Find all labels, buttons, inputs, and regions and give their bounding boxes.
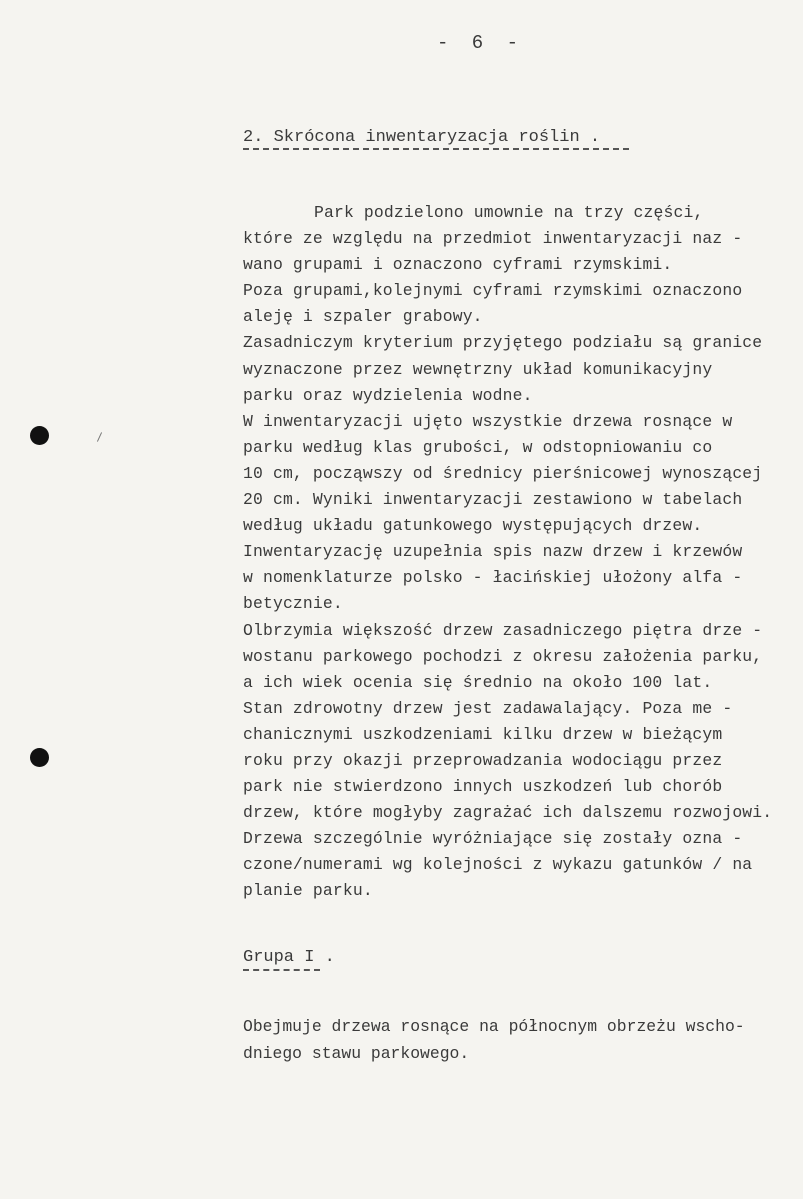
section-heading: 2. Skrócona inwentaryzacja roślin . <box>243 128 601 147</box>
body-line: Zasadniczym kryterium przyjętego podziału są granice <box>243 333 763 353</box>
body-line: wano grupami i oznaczono cyframi rzymskimi. <box>243 255 673 275</box>
body-line: drzew, które mogłyby zagrażać ich dalszemu rozwojowi. <box>243 803 773 823</box>
body-line: Olbrzymia większość drzew zasadniczego piętra drze - <box>243 620 763 640</box>
group-line: Obejmuje drzewa rosnące na północnym obrzeżu wscho- <box>243 1017 745 1036</box>
body-line: W inwentaryzacji ujęto wszystkie drzewa rosnące w <box>243 411 733 431</box>
body-line: parku oraz wydzielenia wodne. <box>243 385 533 405</box>
punch-hole-bottom <box>30 748 49 767</box>
body-line: roku przy okazji przeprowadzania wodociągu przez <box>243 750 723 770</box>
body-line: w nomenklaturze polsko - łacińskiej ułożony alfa - <box>243 568 743 588</box>
body-text <box>243 200 788 905</box>
body-line: 20 cm. Wyniki inwentaryzacji zestawiono w tabelach <box>243 490 743 510</box>
punch-hole-top <box>30 426 49 445</box>
body-line: Drzewa szczególnie wyróżniające się zostały ozna - <box>243 829 743 849</box>
body-line: park nie stwierdzono innych uszkodzeń lub chorób <box>243 777 723 797</box>
body-line: betycznie. <box>243 594 343 614</box>
body-line: parku według klas grubości, w odstopniowaniu co <box>243 437 713 457</box>
page-number: - 6 - <box>437 32 525 54</box>
pencil-mark <box>97 432 102 441</box>
body-line: chanicznymi uszkodzeniami kilku drzew w bieżącym <box>243 724 723 744</box>
group-heading: Grupa I . <box>243 948 335 967</box>
section-heading-underline <box>243 148 629 150</box>
body-line: Stan zdrowotny drzew jest zadawalający. Poza me - <box>243 698 733 718</box>
body-line: według układu gatunkowego występujących drzew. <box>243 516 703 536</box>
body-line: Park podzielono umownie na trzy części, <box>314 203 704 222</box>
group-heading-underline <box>243 969 320 971</box>
body-line: Poza grupami,kolejnymi cyframi rzymskimi oznaczono <box>243 281 743 301</box>
body-line: a ich wiek ocenia się średnio na około 100 lat. <box>243 672 713 692</box>
body-line: aleję i szpaler grabowy. <box>243 307 483 327</box>
body-line: 10 cm, począwszy od średnicy pierśnicowej wynoszącej <box>243 463 763 483</box>
body-line: które ze względu na przedmiot inwentaryzacji naz - <box>243 229 743 249</box>
group-line: dniego stawu parkowego. <box>243 1043 470 1063</box>
body-line: planie parku. <box>243 881 373 901</box>
body-line: Inwentaryzację uzupełnia spis nazw drzew i krzewów <box>243 542 743 562</box>
body-line: wyznaczone przez wewnętrzny układ komunikacyjny <box>243 359 713 379</box>
body-line: wostanu parkowego pochodzi z okresu założenia parku, <box>243 646 763 666</box>
body-line: czone/numerami wg kolejności z wykazu gatunków / na <box>243 855 753 875</box>
group-text <box>243 1014 783 1067</box>
